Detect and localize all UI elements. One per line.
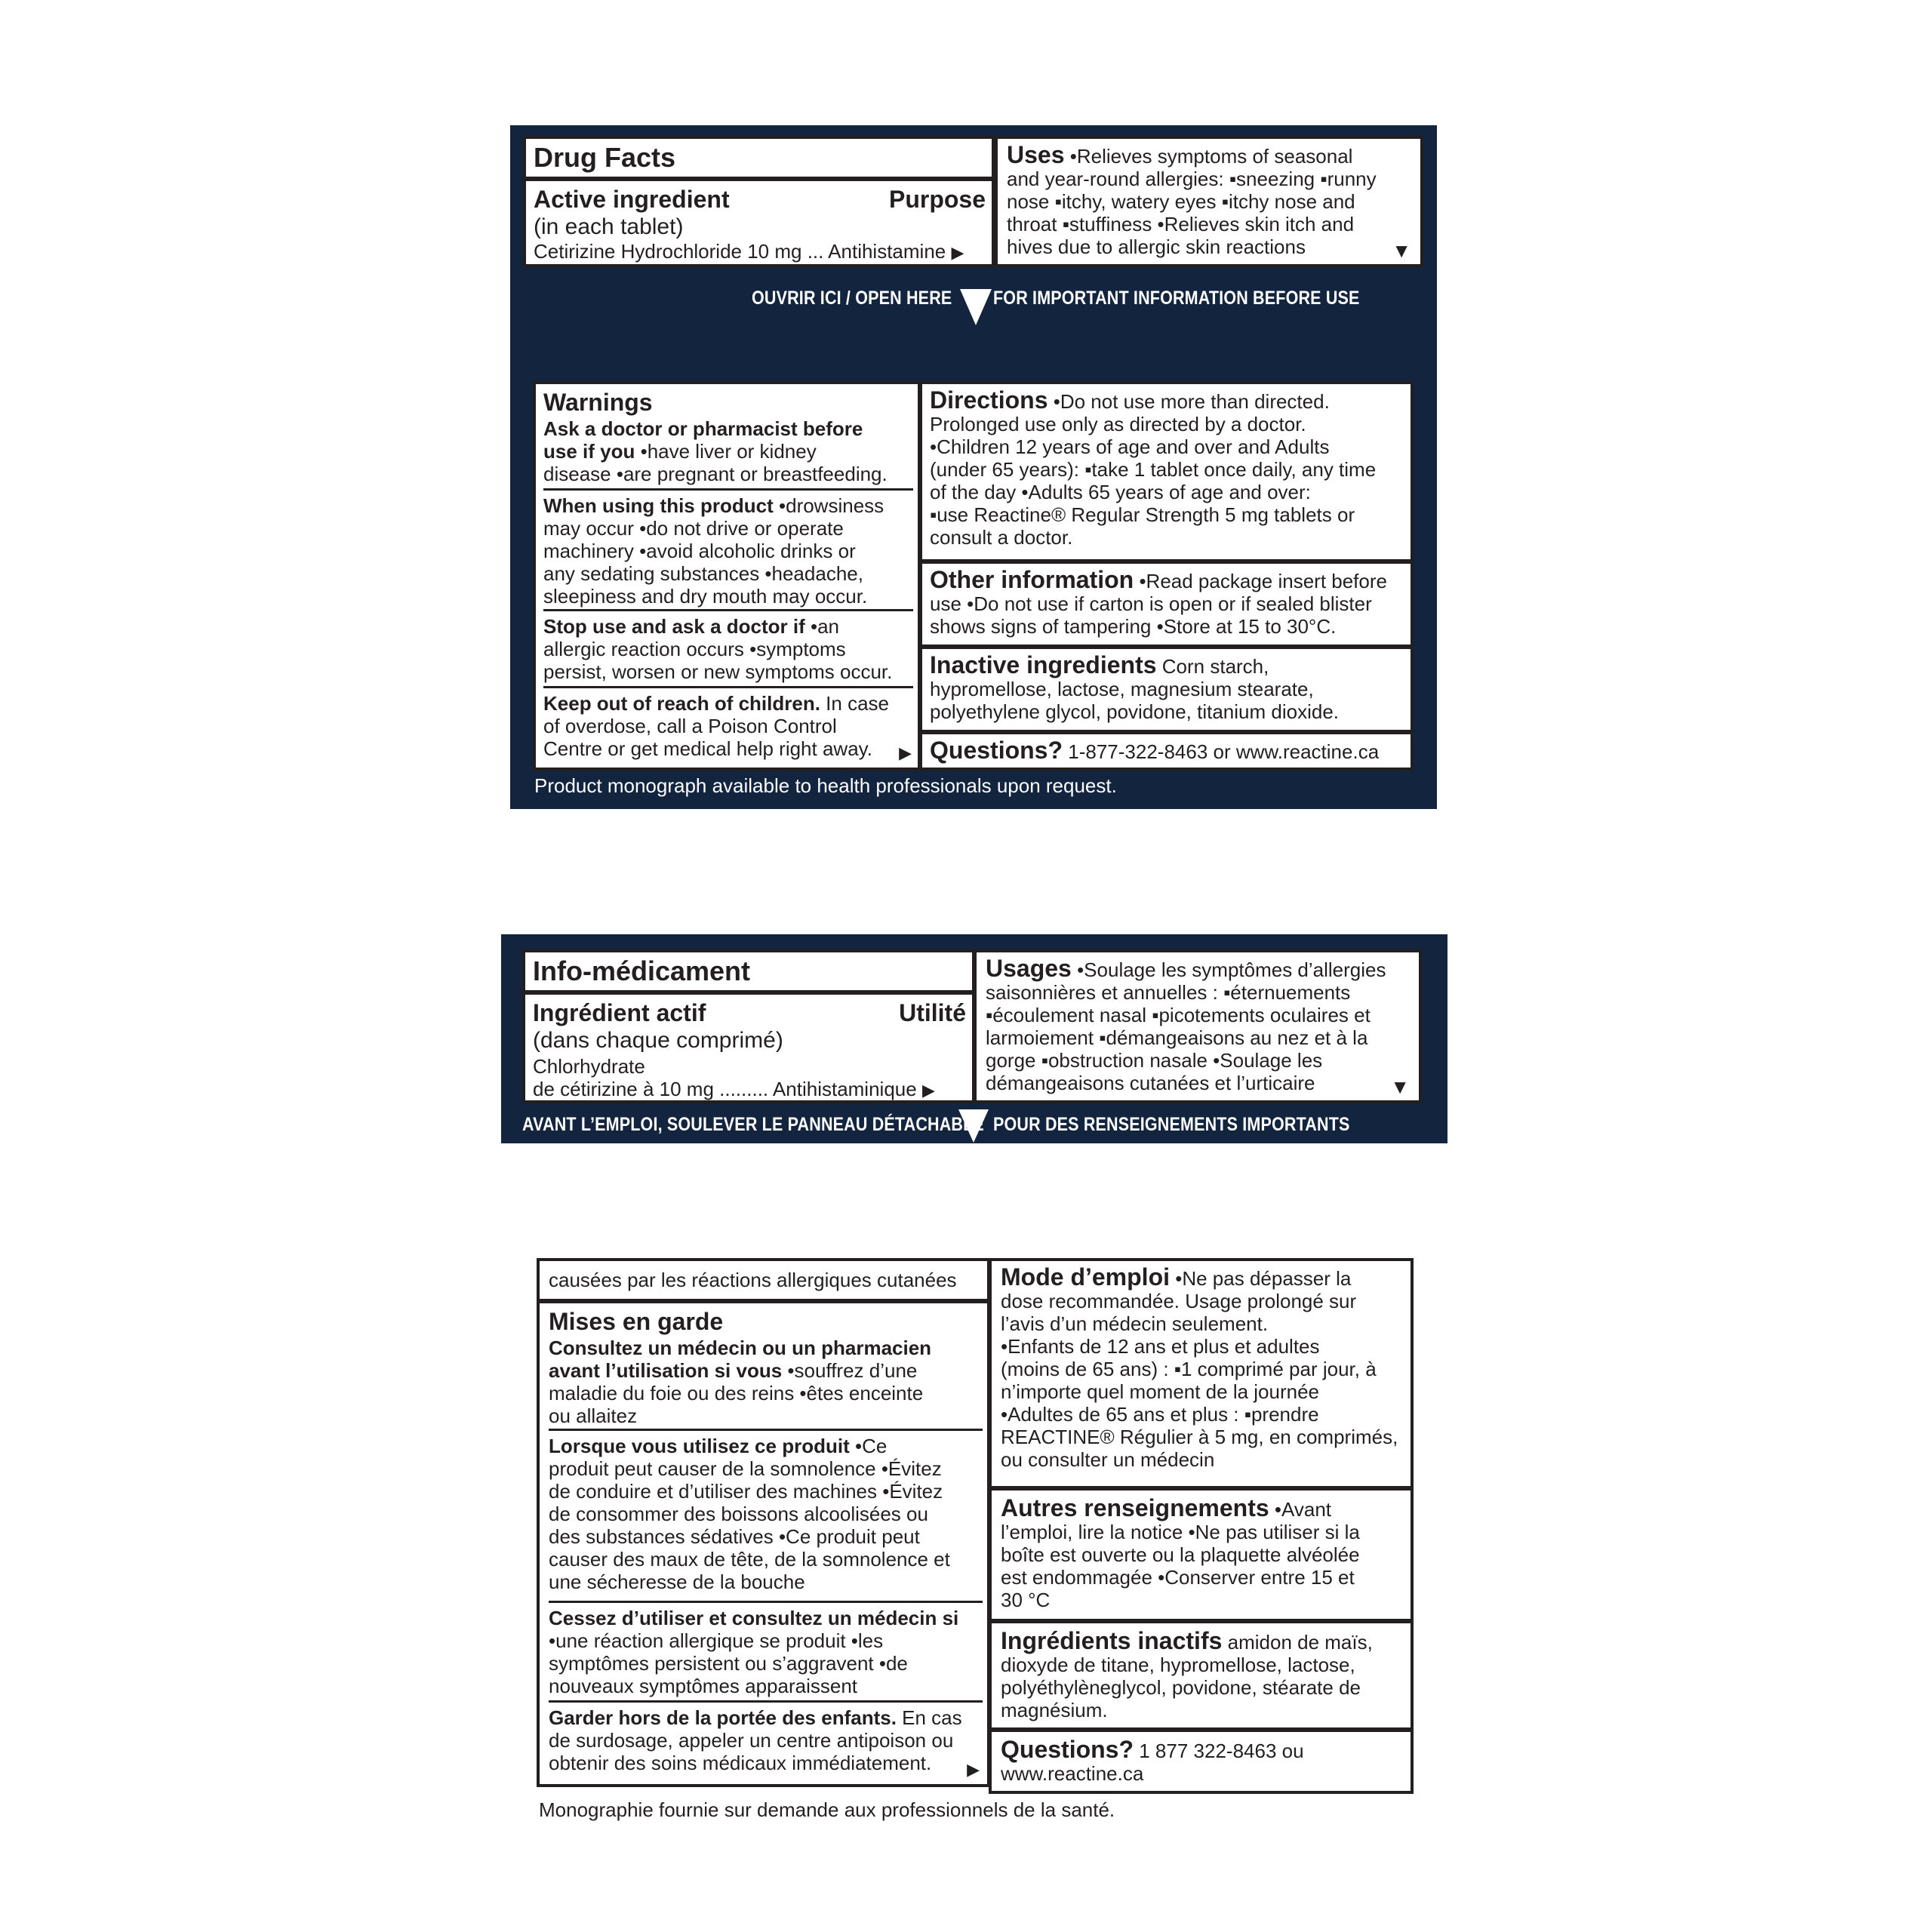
when-using-section: When using this product •drowsiness may occur •do not drive or operate machinery •avoid alcoholic drinks or any sedating substances •headache, sleepiness and dry mouth may occur.	[543, 494, 884, 608]
product-monograph-note: Product monograph available to health professionals upon request.	[534, 774, 1117, 797]
warnings-box	[533, 381, 921, 771]
mode-emploi-heading: Mode d’emploi	[1001, 1263, 1170, 1291]
warnings-divider	[543, 609, 913, 611]
active-ingredient-sub: (in each tablet)	[534, 214, 684, 239]
open-here-label: OUVRIR ICI / OPEN HERE	[752, 288, 952, 309]
monographie-note: Monographie fournie sur demande aux professionnels de la santé.	[539, 1798, 1115, 1821]
warnings-heading: Warnings	[543, 389, 653, 416]
warnings-divider	[543, 488, 913, 491]
consultez-section: Consultez un médecin ou un pharmacien avant l’utilisation si vous •souffrez d’une maladie du foie ou des reins •êtes enceinte ou allaitez	[549, 1337, 932, 1427]
purpose-heading: Purpose	[888, 186, 986, 213]
warnings-divider	[549, 1601, 983, 1603]
questions-fr-heading: Questions?	[1001, 1736, 1134, 1763]
renseignements-importants-label: POUR DES RENSEIGNEMENTS IMPORTANTS	[993, 1114, 1350, 1135]
usages-continued-text: causées par les réactions allergiques cutanées	[549, 1269, 957, 1291]
inactive-ingredients-text: Inactive ingredients Corn starch, hypromellose, lactose, magnesium stearate, polyethylene glycol, povidone, titanium dioxide.	[930, 651, 1340, 723]
drug-facts-title-box	[523, 136, 995, 180]
ingredient-actif-heading: Ingrédient actif	[533, 999, 706, 1026]
continue-arrow-icon: ▶	[899, 743, 912, 762]
open-here-triangle-icon	[960, 289, 992, 325]
directions-heading: Directions	[930, 386, 1048, 414]
directions-text: Directions •Do not use more than directed. Prolonged use only as directed by a doctor. •Children 12 years of age and over and Adults (under 65 years): ▪take 1 tablet once daily, any time of the day •Adults 65 years of age and over: ▪use Reactine® Regular Strength 5 mg tablets or consult a doctor.	[930, 386, 1377, 549]
inactive-ingredients-box	[919, 646, 1414, 733]
questions-heading: Questions?	[930, 737, 1063, 764]
utilite-heading: Utilité	[899, 999, 966, 1026]
ingredients-inactifs-box	[989, 1620, 1414, 1730]
active-ingredient-heading: Active ingredient	[534, 186, 730, 213]
ask-doctor-section: Ask a doctor or pharmacist before use if you •have liver or kidney disease •are pregnant or breastfeeding.	[543, 417, 888, 485]
usages-heading: Usages	[986, 955, 1072, 982]
mode-emploi-box	[989, 1258, 1414, 1489]
ingredients-inactifs-heading: Ingrédients inactifs	[1001, 1627, 1223, 1654]
garder-hors-section: Garder hors de la portée des enfants. En cas de surdosage, appeler un centre antipoison ou obtenir des soins médicaux immédiatement.	[549, 1706, 962, 1774]
warnings-divider	[549, 1429, 983, 1431]
continue-arrow-icon: ▶	[951, 243, 964, 262]
continue-arrow-icon: ▶	[921, 1081, 935, 1100]
warnings-divider	[543, 686, 913, 688]
autres-renseignements-heading: Autres renseignements	[1001, 1494, 1269, 1521]
down-arrow-icon: ▼	[1392, 239, 1411, 262]
usages-text: Usages •Soulage les symptômes d’allergies saisonnières et annuelles : ▪éternuements ▪écoulement nasal ▪picotements oculaires et larmoiement ▪démangeaisons au nez et à la gorge ▪obstruction nasale •Soulage les démangeaisons cutanées et l’urticaire	[986, 955, 1386, 1094]
active-ingredient-line: Cetirizine Hydrochloride 10 mg ... Antihistamine ▶	[534, 240, 964, 263]
other-information-text: Other information •Read package insert before use •Do not use if carton is open or if sealed blister shows signs of tampering •Store at 15 to 30°C.	[930, 566, 1387, 638]
continue-arrow-icon: ▶	[967, 1760, 980, 1779]
mises-en-garde-heading: Mises en garde	[549, 1308, 724, 1335]
directions-box	[919, 381, 1414, 562]
info-medicament-title-box	[522, 949, 975, 993]
autres-renseignements-text: Autres renseignements •Avant l’emploi, lire la notice •Ne pas utiliser si la boîte est ouverte ou la plaquette alvéolée est endommagée •Conserver entre 15 et 30 °C	[1001, 1494, 1360, 1611]
info-medicament-title: Info-médicament	[533, 955, 751, 986]
uses-text: Uses •Relieves symptoms of seasonal and year-round allergies: ▪sneezing ▪runny nose ▪itchy, watery eyes ▪itchy nose and throat ▪stuffiness •Relieves skin itch and hives due to allergic skin reactions	[1007, 141, 1377, 258]
autres-renseignements-box	[989, 1487, 1414, 1622]
usages-continued-box	[537, 1258, 990, 1302]
usages-box	[974, 949, 1422, 1103]
drug-facts-title: Drug Facts	[534, 142, 676, 173]
warnings-divider	[549, 1700, 983, 1703]
important-info-label: FOR IMPORTANT INFORMATION BEFORE USE	[993, 288, 1360, 309]
questions-text: Questions? 1-877-322-8463 or www.reactine.ca	[930, 737, 1380, 764]
other-information-box	[919, 561, 1414, 648]
uses-box	[995, 136, 1423, 267]
soulever-panneau-label: AVANT L’EMPLOI, SOULEVER LE PANNEAU DÉTACHABLE	[522, 1114, 984, 1135]
active-ingredient-box	[523, 178, 995, 267]
ingredient-actif-box	[522, 992, 975, 1103]
questions-box	[919, 731, 1414, 771]
other-information-heading: Other information	[930, 566, 1134, 593]
cessez-section: Cessez d’utiliser et consultez un médecin si •une réaction allergique se produit •les symptômes persistent ou s’aggravent •de nouveaux symptômes apparaissent	[549, 1607, 959, 1697]
lorsque-section: Lorsque vous utilisez ce produit •Ce produit peut causer de la somnolence •Évitez de conduire et d’utiliser des machines •Évitez de consommer des boissons alcoolisées ou des substances sédatives •Ce produit peut causer des maux de tête, de la somnolence et une sécheresse de la bouche	[549, 1435, 950, 1593]
open-here-triangle-icon	[958, 1109, 989, 1143]
ingredient-actif-line: Chlorhydrate de cétirizine à 10 mg ......... Antihistaminique ▶	[533, 1055, 935, 1100]
ingredients-inactifs-text: Ingrédients inactifs amidon de maïs, dioxyde de titane, hypromellose, lactose, polyéthylèneglycol, povidone, stéarate de magnésium.	[1001, 1627, 1373, 1721]
ingredient-actif-sub: (dans chaque comprimé)	[533, 1028, 783, 1053]
questions-fr-box	[989, 1729, 1414, 1794]
inactive-ingredients-heading: Inactive ingredients	[930, 651, 1157, 678]
uses-heading: Uses	[1007, 141, 1065, 168]
down-arrow-icon: ▼	[1390, 1075, 1410, 1098]
mode-emploi-text: Mode d’emploi •Ne pas dépasser la dose recommandée. Usage prolongé sur l’avis d’un médecin seulement. •Enfants de 12 ans et plus et adultes (moins de 65 ans) : ▪1 comprimé par jour, à n’importe quel moment de la journée •Adultes de 65 ans et plus : ▪prendre REACTINE® Régulier à 5 mg, en comprimés, ou consulter un médecin	[1001, 1263, 1398, 1471]
mises-en-garde-box	[537, 1300, 990, 1787]
questions-fr-text: Questions? 1 877 322-8463 ou www.reactine.ca	[1001, 1736, 1304, 1785]
keep-out-section: Keep out of reach of children. In case of overdose, call a Poison Control Centre or get medical help right away.	[543, 692, 889, 760]
stop-use-section: Stop use and ask a doctor if •an allergic reaction occurs •symptoms persist, worsen or new symptoms occur.	[543, 615, 893, 683]
